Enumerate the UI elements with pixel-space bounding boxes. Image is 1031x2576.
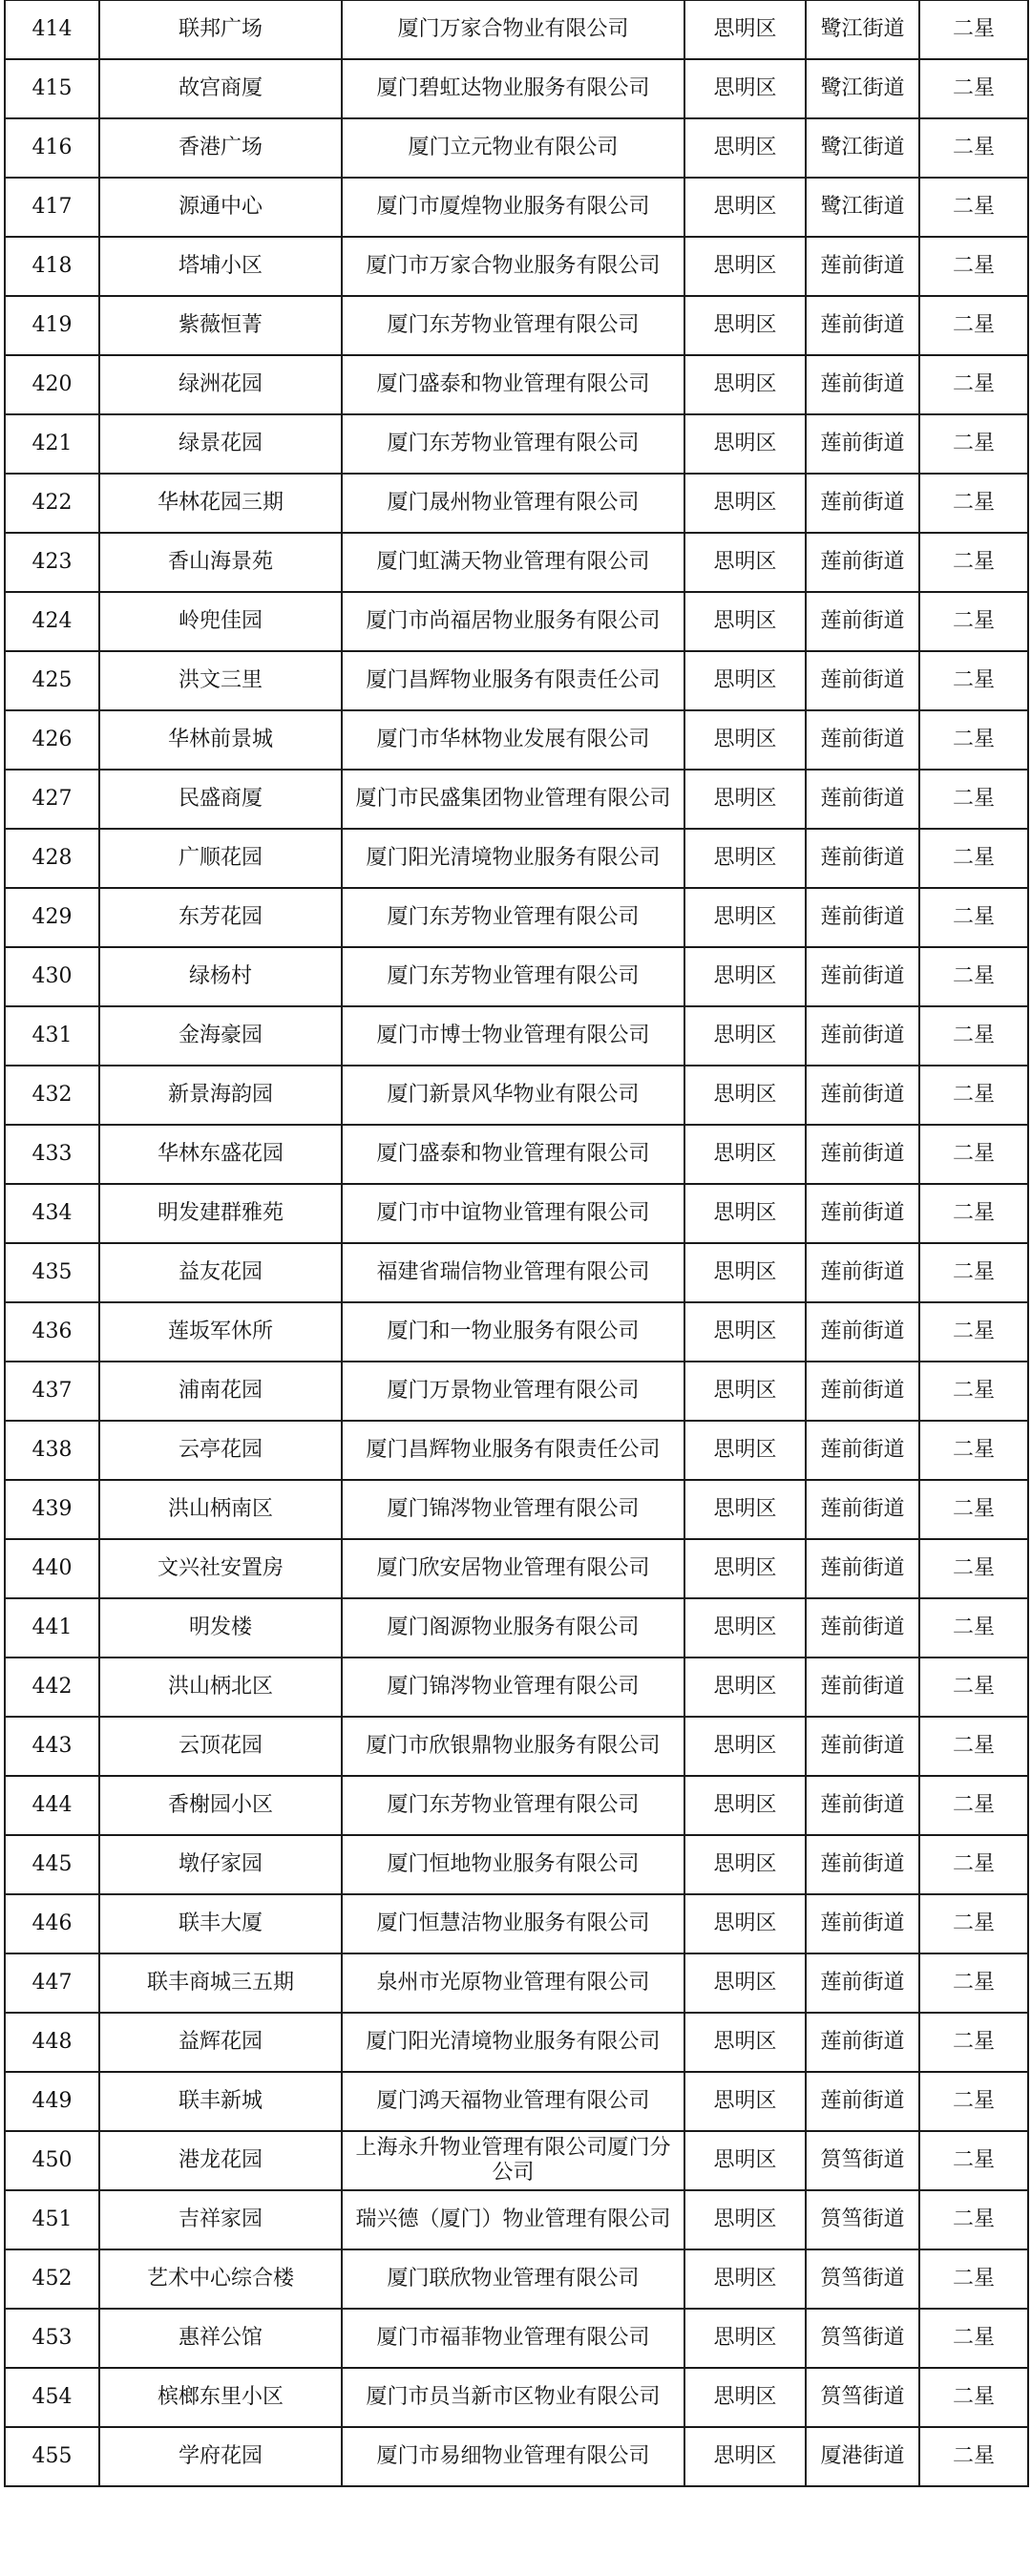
- cell-project-name: 新景海韵园: [99, 1066, 342, 1125]
- cell-district: 思明区: [684, 2013, 806, 2072]
- cell-project-name: 吉祥家园: [99, 2190, 342, 2249]
- table-row: [5, 947, 1028, 1006]
- cell-property-company: 厦门东芳物业管理有限公司: [342, 888, 684, 947]
- cell-property-company: 厦门市厦煌物业服务有限公司: [342, 178, 684, 237]
- cell-number: 415: [5, 59, 99, 118]
- cell-project-name: 岭兜佳园: [99, 592, 342, 651]
- cell-property-company: 厦门虹满天物业管理有限公司: [342, 533, 684, 592]
- cell-street: 莲前街道: [806, 1184, 919, 1243]
- cell-property-company: 厦门新景风华物业有限公司: [342, 1066, 684, 1125]
- cell-property-company: 厦门市华林物业发展有限公司: [342, 710, 684, 770]
- table-row: [5, 296, 1028, 355]
- cell-district: 思明区: [684, 1953, 806, 2013]
- cell-number: 454: [5, 2368, 99, 2427]
- cell-street: 莲前街道: [806, 1421, 919, 1480]
- cell-district: 思明区: [684, 1243, 806, 1302]
- table-row: [5, 1598, 1028, 1658]
- table-row: [5, 59, 1028, 118]
- cell-project-name: 香港广场: [99, 118, 342, 178]
- cell-street: 莲前街道: [806, 1894, 919, 1953]
- cell-street: 莲前街道: [806, 1776, 919, 1835]
- cell-rating: 二星: [919, 1658, 1028, 1717]
- cell-property-company: 福建省瑞信物业管理有限公司: [342, 1243, 684, 1302]
- cell-street: 莲前街道: [806, 2013, 919, 2072]
- cell-property-company: 厦门东芳物业管理有限公司: [342, 947, 684, 1006]
- cell-street: 莲前街道: [806, 1066, 919, 1125]
- table-row: [5, 1658, 1028, 1717]
- table-row: [5, 1894, 1028, 1953]
- cell-project-name: 绿洲花园: [99, 355, 342, 414]
- cell-project-name: 紫薇恒菁: [99, 296, 342, 355]
- cell-number: 429: [5, 888, 99, 947]
- cell-property-company: 厦门阁源物业服务有限公司: [342, 1598, 684, 1658]
- cell-number: 433: [5, 1125, 99, 1184]
- cell-project-name: 华林东盛花园: [99, 1125, 342, 1184]
- cell-number: 444: [5, 1776, 99, 1835]
- cell-rating: 二星: [919, 1243, 1028, 1302]
- cell-rating: 二星: [919, 829, 1028, 888]
- cell-rating: 二星: [919, 1302, 1028, 1362]
- cell-rating: 二星: [919, 414, 1028, 474]
- cell-rating: 二星: [919, 1894, 1028, 1953]
- cell-district: 思明区: [684, 1421, 806, 1480]
- cell-rating: 二星: [919, 1362, 1028, 1421]
- cell-property-company: 厦门盛泰和物业管理有限公司: [342, 1125, 684, 1184]
- cell-number: 443: [5, 1717, 99, 1776]
- table-row: [5, 1302, 1028, 1362]
- cell-district: 思明区: [684, 2249, 806, 2309]
- table-row: [5, 2309, 1028, 2368]
- cell-street: 鹭江街道: [806, 178, 919, 237]
- table-row: [5, 770, 1028, 829]
- cell-project-name: 明发楼: [99, 1598, 342, 1658]
- cell-street: 莲前街道: [806, 1125, 919, 1184]
- table-body: [5, 1, 1028, 2487]
- table-row: [5, 1, 1028, 60]
- cell-property-company: 厦门昌辉物业服务有限责任公司: [342, 651, 684, 710]
- cell-street: 莲前街道: [806, 474, 919, 533]
- cell-number: 447: [5, 1953, 99, 2013]
- cell-district: 思明区: [684, 651, 806, 710]
- cell-rating: 二星: [919, 1421, 1028, 1480]
- cell-street: 筼筜街道: [806, 2368, 919, 2427]
- table-row: [5, 829, 1028, 888]
- cell-street: 莲前街道: [806, 1243, 919, 1302]
- cell-number: 434: [5, 1184, 99, 1243]
- cell-project-name: 莲坂军休所: [99, 1302, 342, 1362]
- cell-rating: 二星: [919, 1776, 1028, 1835]
- cell-street: 筼筜街道: [806, 2309, 919, 2368]
- cell-district: 思明区: [684, 1717, 806, 1776]
- table-row: [5, 2013, 1028, 2072]
- cell-street: 莲前街道: [806, 1717, 919, 1776]
- cell-project-name: 明发建群雅苑: [99, 1184, 342, 1243]
- cell-district: 思明区: [684, 2368, 806, 2427]
- cell-number: 416: [5, 118, 99, 178]
- cell-property-company: 厦门恒慧洁物业服务有限公司: [342, 1894, 684, 1953]
- table-row: [5, 1717, 1028, 1776]
- cell-number: 431: [5, 1006, 99, 1066]
- cell-number: 421: [5, 414, 99, 474]
- table-row: [5, 2131, 1028, 2190]
- property-rating-table: [4, 0, 1029, 2487]
- cell-rating: 二星: [919, 2131, 1028, 2190]
- cell-number: 450: [5, 2131, 99, 2190]
- cell-district: 思明区: [684, 1480, 806, 1539]
- cell-rating: 二星: [919, 59, 1028, 118]
- cell-number: 455: [5, 2427, 99, 2486]
- cell-project-name: 云亭花园: [99, 1421, 342, 1480]
- cell-project-name: 联丰新城: [99, 2072, 342, 2131]
- cell-street: 莲前街道: [806, 533, 919, 592]
- cell-rating: 二星: [919, 2190, 1028, 2249]
- cell-property-company: 厦门东芳物业管理有限公司: [342, 296, 684, 355]
- table-row: [5, 888, 1028, 947]
- cell-project-name: 华林花园三期: [99, 474, 342, 533]
- cell-number: 445: [5, 1835, 99, 1894]
- cell-street: 莲前街道: [806, 1362, 919, 1421]
- cell-street: 莲前街道: [806, 651, 919, 710]
- cell-district: 思明区: [684, 1776, 806, 1835]
- cell-project-name: 塔埔小区: [99, 237, 342, 296]
- table-row: [5, 1421, 1028, 1480]
- cell-district: 思明区: [684, 1835, 806, 1894]
- cell-number: 422: [5, 474, 99, 533]
- cell-project-name: 洪文三里: [99, 651, 342, 710]
- cell-street: 莲前街道: [806, 1539, 919, 1598]
- cell-street: 莲前街道: [806, 1006, 919, 1066]
- cell-rating: 二星: [919, 178, 1028, 237]
- cell-district: 思明区: [684, 1658, 806, 1717]
- cell-street: 莲前街道: [806, 237, 919, 296]
- cell-project-name: 洪山柄北区: [99, 1658, 342, 1717]
- cell-number: 452: [5, 2249, 99, 2309]
- cell-district: 思明区: [684, 770, 806, 829]
- cell-number: 449: [5, 2072, 99, 2131]
- cell-number: 438: [5, 1421, 99, 1480]
- cell-rating: 二星: [919, 2072, 1028, 2131]
- cell-rating: 二星: [919, 1066, 1028, 1125]
- cell-property-company: 厦门市万家合物业服务有限公司: [342, 237, 684, 296]
- cell-district: 思明区: [684, 2072, 806, 2131]
- cell-project-name: 故宫商厦: [99, 59, 342, 118]
- table-row: [5, 178, 1028, 237]
- cell-number: 440: [5, 1539, 99, 1598]
- cell-rating: 二星: [919, 2013, 1028, 2072]
- cell-street: 鹭江街道: [806, 118, 919, 178]
- cell-district: 思明区: [684, 947, 806, 1006]
- cell-property-company: 厦门东芳物业管理有限公司: [342, 414, 684, 474]
- cell-number: 453: [5, 2309, 99, 2368]
- cell-district: 思明区: [684, 829, 806, 888]
- cell-project-name: 学府花园: [99, 2427, 342, 2486]
- table-row: [5, 1539, 1028, 1598]
- cell-number: 430: [5, 947, 99, 1006]
- cell-property-company: 厦门万景物业管理有限公司: [342, 1362, 684, 1421]
- cell-rating: 二星: [919, 592, 1028, 651]
- cell-number: 419: [5, 296, 99, 355]
- cell-district: 思明区: [684, 2309, 806, 2368]
- cell-district: 思明区: [684, 59, 806, 118]
- cell-project-name: 联邦广场: [99, 1, 342, 60]
- cell-project-name: 东芳花园: [99, 888, 342, 947]
- cell-district: 思明区: [684, 710, 806, 770]
- cell-number: 417: [5, 178, 99, 237]
- cell-district: 思明区: [684, 1362, 806, 1421]
- cell-property-company: 厦门市博士物业管理有限公司: [342, 1006, 684, 1066]
- cell-property-company: 厦门盛泰和物业管理有限公司: [342, 355, 684, 414]
- cell-number: 451: [5, 2190, 99, 2249]
- cell-property-company: 泉州市光原物业管理有限公司: [342, 1953, 684, 2013]
- table-row: [5, 2249, 1028, 2309]
- cell-street: 莲前街道: [806, 770, 919, 829]
- cell-number: 428: [5, 829, 99, 888]
- cell-street: 筼筜街道: [806, 2190, 919, 2249]
- cell-district: 思明区: [684, 296, 806, 355]
- cell-project-name: 香山海景苑: [99, 533, 342, 592]
- cell-rating: 二星: [919, 1598, 1028, 1658]
- cell-district: 思明区: [684, 2131, 806, 2190]
- table-row: [5, 474, 1028, 533]
- cell-street: 莲前街道: [806, 947, 919, 1006]
- cell-property-company: 厦门市福菲物业管理有限公司: [342, 2309, 684, 2368]
- table-row: [5, 1006, 1028, 1066]
- cell-project-name: 益友花园: [99, 1243, 342, 1302]
- cell-street: 筼筜街道: [806, 2131, 919, 2190]
- cell-rating: 二星: [919, 2368, 1028, 2427]
- cell-property-company: 厦门立元物业有限公司: [342, 118, 684, 178]
- cell-project-name: 源通中心: [99, 178, 342, 237]
- cell-property-company: 厦门市中谊物业管理有限公司: [342, 1184, 684, 1243]
- cell-number: 446: [5, 1894, 99, 1953]
- cell-street: 鹭江街道: [806, 59, 919, 118]
- cell-district: 思明区: [684, 1539, 806, 1598]
- cell-property-company: 厦门阳光清境物业服务有限公司: [342, 829, 684, 888]
- cell-rating: 二星: [919, 2309, 1028, 2368]
- cell-number: 427: [5, 770, 99, 829]
- cell-rating: 二星: [919, 474, 1028, 533]
- cell-property-company: 厦门和一物业服务有限公司: [342, 1302, 684, 1362]
- cell-rating: 二星: [919, 1006, 1028, 1066]
- cell-street: 莲前街道: [806, 888, 919, 947]
- cell-district: 思明区: [684, 533, 806, 592]
- cell-property-company: 上海永升物业管理有限公司厦门分公司: [342, 2131, 684, 2190]
- cell-project-name: 绿杨村: [99, 947, 342, 1006]
- cell-rating: 二星: [919, 1717, 1028, 1776]
- cell-property-company: 厦门恒地物业服务有限公司: [342, 1835, 684, 1894]
- cell-project-name: 墩仔家园: [99, 1835, 342, 1894]
- cell-property-company: 厦门市民盛集团物业管理有限公司: [342, 770, 684, 829]
- table-row: [5, 592, 1028, 651]
- cell-number: 442: [5, 1658, 99, 1717]
- cell-district: 思明区: [684, 355, 806, 414]
- cell-number: 435: [5, 1243, 99, 1302]
- cell-number: 414: [5, 1, 99, 60]
- cell-rating: 二星: [919, 237, 1028, 296]
- cell-district: 思明区: [684, 118, 806, 178]
- table-row: [5, 2072, 1028, 2131]
- cell-rating: 二星: [919, 2427, 1028, 2486]
- cell-district: 思明区: [684, 474, 806, 533]
- cell-district: 思明区: [684, 2190, 806, 2249]
- cell-number: 423: [5, 533, 99, 592]
- cell-project-name: 联丰商城三五期: [99, 1953, 342, 2013]
- table-row: [5, 1953, 1028, 2013]
- cell-rating: 二星: [919, 355, 1028, 414]
- cell-number: 439: [5, 1480, 99, 1539]
- cell-property-company: 厦门市员当新市区物业有限公司: [342, 2368, 684, 2427]
- table-row: [5, 651, 1028, 710]
- cell-rating: 二星: [919, 296, 1028, 355]
- cell-number: 436: [5, 1302, 99, 1362]
- cell-rating: 二星: [919, 710, 1028, 770]
- cell-project-name: 金海豪园: [99, 1006, 342, 1066]
- cell-district: 思明区: [684, 1598, 806, 1658]
- cell-property-company: 厦门市易细物业管理有限公司: [342, 2427, 684, 2486]
- cell-project-name: 浦南花园: [99, 1362, 342, 1421]
- cell-district: 思明区: [684, 1184, 806, 1243]
- cell-number: 437: [5, 1362, 99, 1421]
- cell-rating: 二星: [919, 2249, 1028, 2309]
- cell-property-company: 厦门晟州物业管理有限公司: [342, 474, 684, 533]
- cell-district: 思明区: [684, 1066, 806, 1125]
- cell-property-company: 厦门碧虹达物业服务有限公司: [342, 59, 684, 118]
- table-row: [5, 1362, 1028, 1421]
- cell-property-company: 厦门联欣物业管理有限公司: [342, 2249, 684, 2309]
- cell-street: 莲前街道: [806, 592, 919, 651]
- cell-property-company: 厦门欣安居物业管理有限公司: [342, 1539, 684, 1598]
- cell-property-company: 厦门万家合物业有限公司: [342, 1, 684, 60]
- cell-property-company: 厦门阳光清境物业服务有限公司: [342, 2013, 684, 2072]
- cell-street: 莲前街道: [806, 1598, 919, 1658]
- cell-district: 思明区: [684, 414, 806, 474]
- cell-street: 莲前街道: [806, 1658, 919, 1717]
- table-row: [5, 237, 1028, 296]
- cell-project-name: 广顺花园: [99, 829, 342, 888]
- cell-property-company: 厦门锦涔物业管理有限公司: [342, 1480, 684, 1539]
- cell-street: 莲前街道: [806, 1302, 919, 1362]
- cell-number: 424: [5, 592, 99, 651]
- cell-project-name: 惠祥公馆: [99, 2309, 342, 2368]
- cell-rating: 二星: [919, 947, 1028, 1006]
- cell-district: 思明区: [684, 1125, 806, 1184]
- cell-district: 思明区: [684, 1, 806, 60]
- cell-district: 思明区: [684, 1006, 806, 1066]
- cell-rating: 二星: [919, 770, 1028, 829]
- cell-project-name: 文兴社安置房: [99, 1539, 342, 1598]
- cell-district: 思明区: [684, 237, 806, 296]
- cell-project-name: 云顶花园: [99, 1717, 342, 1776]
- cell-rating: 二星: [919, 1, 1028, 60]
- cell-rating: 二星: [919, 118, 1028, 178]
- cell-rating: 二星: [919, 1480, 1028, 1539]
- cell-number: 418: [5, 237, 99, 296]
- cell-project-name: 华林前景城: [99, 710, 342, 770]
- cell-number: 425: [5, 651, 99, 710]
- cell-property-company: 厦门鸿天福物业管理有限公司: [342, 2072, 684, 2131]
- table-row: [5, 414, 1028, 474]
- cell-rating: 二星: [919, 1125, 1028, 1184]
- cell-rating: 二星: [919, 1953, 1028, 2013]
- table-row: [5, 1125, 1028, 1184]
- table-row: [5, 2190, 1028, 2249]
- cell-street: 厦港街道: [806, 2427, 919, 2486]
- cell-district: 思明区: [684, 1894, 806, 1953]
- cell-property-company: 厦门锦涔物业管理有限公司: [342, 1658, 684, 1717]
- cell-rating: 二星: [919, 1539, 1028, 1598]
- cell-number: 432: [5, 1066, 99, 1125]
- cell-street: 莲前街道: [806, 1835, 919, 1894]
- table-row: [5, 533, 1028, 592]
- cell-street: 莲前街道: [806, 1480, 919, 1539]
- cell-district: 思明区: [684, 592, 806, 651]
- cell-project-name: 联丰大厦: [99, 1894, 342, 1953]
- cell-district: 思明区: [684, 888, 806, 947]
- cell-number: 448: [5, 2013, 99, 2072]
- cell-street: 莲前街道: [806, 296, 919, 355]
- cell-property-company: 瑞兴德（厦门）物业管理有限公司: [342, 2190, 684, 2249]
- cell-property-company: 厦门昌辉物业服务有限责任公司: [342, 1421, 684, 1480]
- cell-rating: 二星: [919, 651, 1028, 710]
- table-row: [5, 1243, 1028, 1302]
- cell-rating: 二星: [919, 533, 1028, 592]
- cell-street: 莲前街道: [806, 355, 919, 414]
- cell-street: 莲前街道: [806, 1953, 919, 2013]
- cell-street: 莲前街道: [806, 2072, 919, 2131]
- cell-property-company: 厦门市欣银鼎物业服务有限公司: [342, 1717, 684, 1776]
- cell-street: 莲前街道: [806, 710, 919, 770]
- cell-street: 鹭江街道: [806, 1, 919, 60]
- cell-district: 思明区: [684, 2427, 806, 2486]
- table-row: [5, 118, 1028, 178]
- cell-project-name: 绿景花园: [99, 414, 342, 474]
- table-row: [5, 1480, 1028, 1539]
- cell-street: 莲前街道: [806, 829, 919, 888]
- table-row: [5, 2368, 1028, 2427]
- cell-property-company: 厦门东芳物业管理有限公司: [342, 1776, 684, 1835]
- cell-number: 426: [5, 710, 99, 770]
- table-row: [5, 355, 1028, 414]
- cell-project-name: 香榭园小区: [99, 1776, 342, 1835]
- cell-project-name: 民盛商厦: [99, 770, 342, 829]
- cell-rating: 二星: [919, 888, 1028, 947]
- cell-project-name: 益辉花园: [99, 2013, 342, 2072]
- table-row: [5, 2427, 1028, 2486]
- cell-property-company: 厦门市尚福居物业服务有限公司: [342, 592, 684, 651]
- cell-project-name: 洪山柄南区: [99, 1480, 342, 1539]
- cell-street: 筼筜街道: [806, 2249, 919, 2309]
- cell-project-name: 槟榔东里小区: [99, 2368, 342, 2427]
- cell-number: 420: [5, 355, 99, 414]
- table-row: [5, 1066, 1028, 1125]
- cell-rating: 二星: [919, 1184, 1028, 1243]
- cell-project-name: 港龙花园: [99, 2131, 342, 2190]
- cell-street: 莲前街道: [806, 414, 919, 474]
- cell-district: 思明区: [684, 1302, 806, 1362]
- table-row: [5, 1835, 1028, 1894]
- cell-number: 441: [5, 1598, 99, 1658]
- table-row: [5, 1776, 1028, 1835]
- table-row: [5, 1184, 1028, 1243]
- cell-district: 思明区: [684, 178, 806, 237]
- table-row: [5, 710, 1028, 770]
- cell-project-name: 艺术中心综合楼: [99, 2249, 342, 2309]
- cell-rating: 二星: [919, 1835, 1028, 1894]
